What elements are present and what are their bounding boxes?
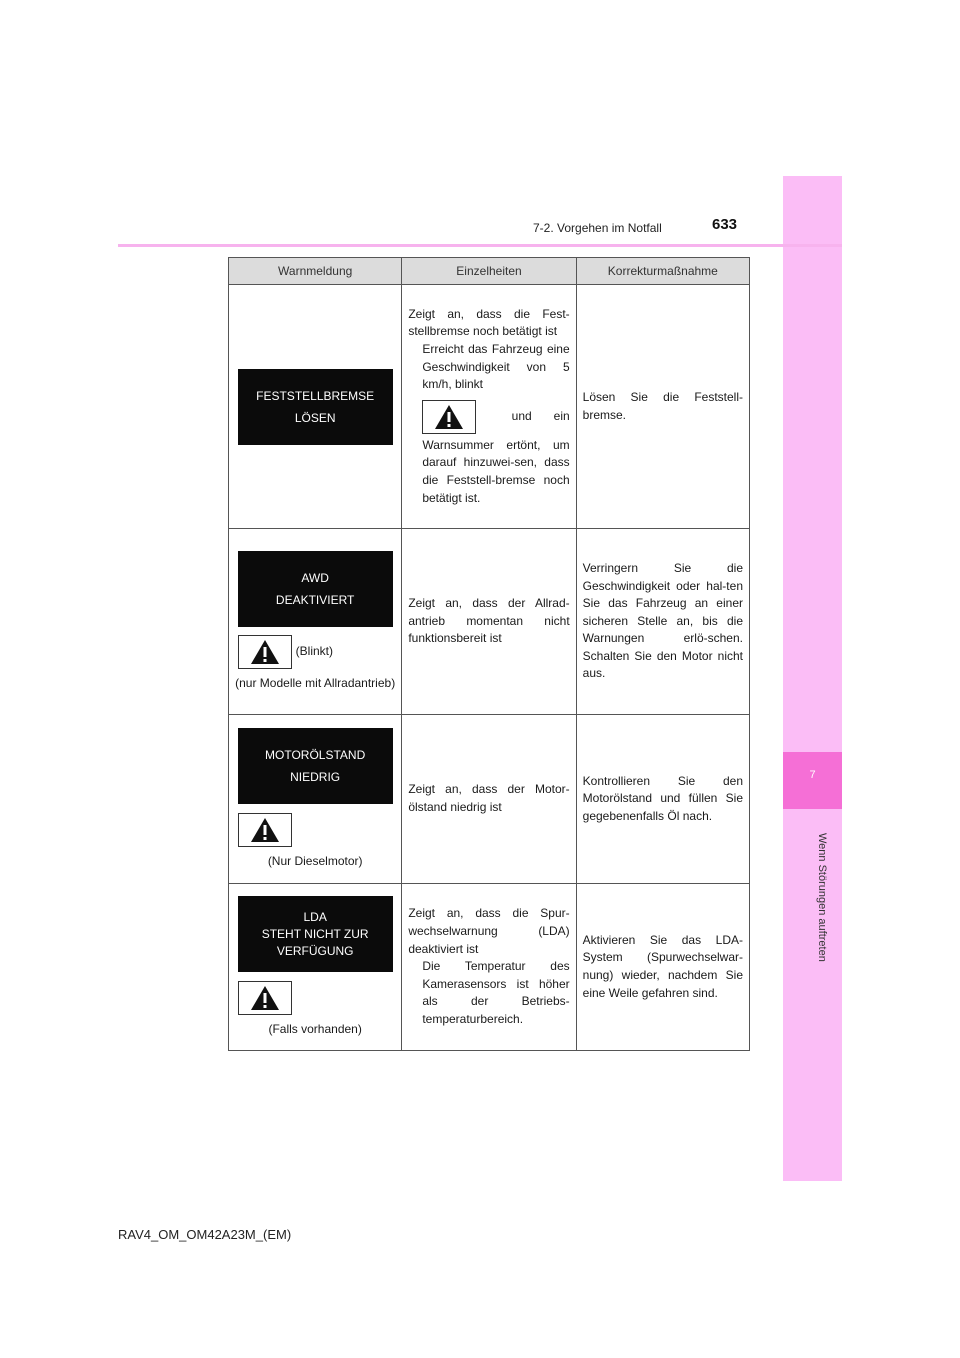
details-intro: Zeigt an, dass die Spur-wechselwarnung (LDA) deaktiviert ist bbox=[408, 906, 570, 956]
icon-label-blinkt: (Blinkt) bbox=[295, 644, 333, 659]
details-sub-a: Erreicht das Fahrzeug eine Geschwindigkeit von 5 km/h, blinkt bbox=[422, 342, 570, 392]
warning-message-table bbox=[228, 257, 750, 1051]
details-text: Zeigt an, dass der Allrad-antrieb momentan nicht funktionsbereit ist bbox=[408, 596, 570, 646]
inline-word-ein: ein bbox=[553, 409, 570, 423]
applicability-note: (nur Modelle mit Allradantrieb) bbox=[235, 676, 396, 690]
details-cell bbox=[402, 715, 576, 884]
details-cell bbox=[402, 285, 576, 529]
details-cell bbox=[402, 529, 576, 715]
warning-message-cell bbox=[229, 529, 402, 715]
details-cell bbox=[402, 884, 576, 1051]
column-header-korrekturmassnahme: Korrekturmaßnahme bbox=[576, 258, 749, 285]
page-number: 633 bbox=[712, 216, 738, 233]
action-text: Verringern Sie die Geschwindigkeit oder hal-ten Sie das Fahrzeug an einer sicheren Stelle an, bis die Warnungen erlö-schen. Schalten Sie den Motor nicht aus. bbox=[582, 560, 743, 681]
action-text: Aktivieren Sie das LDA-System (Spurwechselwar-nung) wieder, nachdem Sie eine Weile gefahren sind. bbox=[582, 932, 743, 1000]
details-sub-b: Warnsummer ertönt, um darauf hinzuwei-sen, dass die Feststell-bremse noch betätigt ist. bbox=[422, 437, 570, 505]
action-cell bbox=[576, 285, 749, 529]
inline-word-und: und bbox=[511, 409, 532, 423]
message-display-screen: FESTSTELLBREMSE LÖSEN bbox=[238, 369, 393, 445]
warning-message-cell bbox=[229, 285, 402, 529]
column-header-warnmeldung: Warnmeldung bbox=[229, 258, 402, 285]
table-row bbox=[229, 715, 750, 884]
applicability-note: (Falls vorhanden) bbox=[268, 1022, 362, 1036]
applicability-note: (Nur Dieselmotor) bbox=[267, 854, 363, 868]
chapter-side-tab bbox=[783, 176, 842, 1181]
warning-message-cell bbox=[229, 884, 402, 1051]
master-warning-icon bbox=[238, 635, 292, 669]
table-row bbox=[229, 285, 750, 529]
table-row bbox=[229, 529, 750, 715]
details-text: Zeigt an, dass der Motor-ölstand niedrig ist bbox=[408, 782, 570, 814]
master-warning-icon bbox=[422, 400, 476, 434]
message-display-screen: MOTORÖLSTAND NIEDRIG bbox=[238, 728, 393, 804]
action-cell bbox=[576, 884, 749, 1051]
action-text: Lösen Sie die Feststell-bremse. bbox=[582, 389, 743, 422]
table-header-row bbox=[229, 258, 750, 285]
message-display-screen: AWD DEAKTIVIERT bbox=[238, 551, 393, 627]
header-rule bbox=[118, 244, 842, 247]
table-row bbox=[229, 884, 750, 1051]
chapter-number: 7 bbox=[809, 769, 816, 781]
action-text: Kontrollieren Sie den Motorölstand und füllen Sie gegebenenfalls Öl nach. bbox=[582, 773, 743, 823]
warning-message-cell bbox=[229, 715, 402, 884]
action-cell bbox=[576, 715, 749, 884]
details-sub: Die Temperatur des Kamerasensors ist höher als der Betriebs-temperaturbereich. bbox=[422, 959, 570, 1026]
inline-warning-row bbox=[422, 400, 569, 434]
action-cell bbox=[576, 529, 749, 715]
document-id: RAV4_OM_OM42A23M_(EM) bbox=[118, 1227, 292, 1242]
message-display-screen: LDA STEHT NICHT ZUR VERFÜGUNG bbox=[238, 896, 393, 972]
column-header-einzelheiten: Einzelheiten bbox=[402, 258, 576, 285]
master-warning-icon bbox=[238, 813, 292, 847]
section-title: 7-2. Vorgehen im Notfall bbox=[533, 221, 662, 235]
master-warning-icon bbox=[238, 981, 292, 1015]
chapter-title: Wenn Störungen auftreten bbox=[816, 833, 828, 962]
details-intro: Zeigt an, dass die Fest-stellbremse noch betätigt ist bbox=[408, 306, 570, 339]
